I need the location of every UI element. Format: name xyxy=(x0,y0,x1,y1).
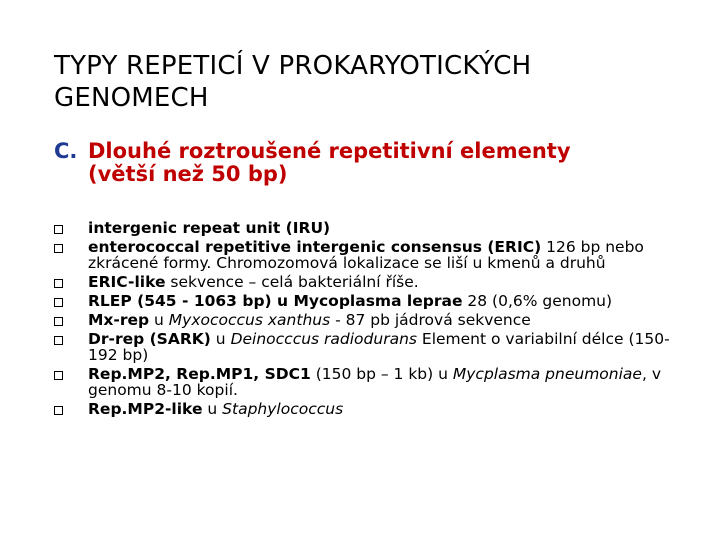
section-heading-line1: Dlouhé roztroušené repetitivní elementy xyxy=(88,139,571,163)
bullet-text: intergenic repeat unit (IRU) xyxy=(88,219,331,237)
bullet-text: 28 (0,6% genomu) xyxy=(462,292,613,310)
bullet-text-bold: Rep.MP2-like xyxy=(88,400,203,418)
bullet-text: Element o variabilní délce (150-192 bp) xyxy=(88,330,670,364)
square-bullet-icon xyxy=(54,279,63,288)
bullet-text-italic: Staphylococcus xyxy=(222,400,344,418)
square-bullet-icon xyxy=(54,336,63,345)
bullet-text: sekvence – celá bakteriální říše. xyxy=(165,273,419,291)
bullet-text-bold: RLEP (545 - 1063 bp) u Mycoplasma leprae xyxy=(88,292,463,310)
section-letter: C. xyxy=(54,139,78,163)
bullet-text-bold: Dr-rep (SARK) xyxy=(88,330,211,348)
section-heading xyxy=(54,140,694,186)
bullet-text-bold: Mx-rep xyxy=(88,311,150,329)
bullet-text: u xyxy=(149,311,169,329)
square-bullet-icon xyxy=(54,406,63,415)
square-bullet-icon xyxy=(54,371,63,380)
square-bullet-icon xyxy=(54,225,63,234)
bullet-text-bold: enterococcal repetitive intergenic consensus (ERIC) xyxy=(88,238,542,256)
bullet-text: (150 bp – 1 kb) u xyxy=(310,365,453,383)
bullet-text: 126 bp nebo zkrácené formy. Chromozomová lokalizace se liší u kmenů a druhů xyxy=(88,238,644,272)
bullet-text-italic: Deinocccus radiodurans xyxy=(230,330,417,348)
square-bullet-icon xyxy=(54,317,63,326)
slide-title: TYPY REPETICÍ V PROKARYOTICKÝCH GENOMECH xyxy=(54,51,532,113)
bullet-item-rlep xyxy=(54,293,674,309)
bullet-item-rep-mp2-like xyxy=(54,401,674,417)
bullet-text-bold: Rep.MP2, Rep.MP1, SDC1 xyxy=(88,365,311,383)
bullet-text-italic: Mycplasma pneumoniae xyxy=(452,365,642,383)
section-heading-line2: (větší než 50 bp) xyxy=(88,162,288,186)
bullet-item-dr-rep xyxy=(54,331,674,363)
bullet-text-italic: Myxococcus xanthus xyxy=(168,311,331,329)
bullet-text-bold: ERIC-like xyxy=(88,273,166,291)
bullet-text: u xyxy=(202,400,223,418)
square-bullet-icon xyxy=(54,244,63,253)
bullet-item-rep-mp xyxy=(54,366,674,398)
square-bullet-icon xyxy=(54,298,63,307)
bullet-item-eric-like xyxy=(54,274,674,290)
bullet-item-iru xyxy=(54,220,674,236)
bullet-item-eric xyxy=(54,239,674,271)
bullet-text: u xyxy=(210,330,231,348)
bullet-item-mx-rep xyxy=(54,312,674,328)
bullet-text: - 87 pb jádrová sekvence xyxy=(330,311,531,329)
bullet-text: , v genomu 8-10 kopií. xyxy=(88,365,661,399)
bullet-list xyxy=(54,220,674,420)
